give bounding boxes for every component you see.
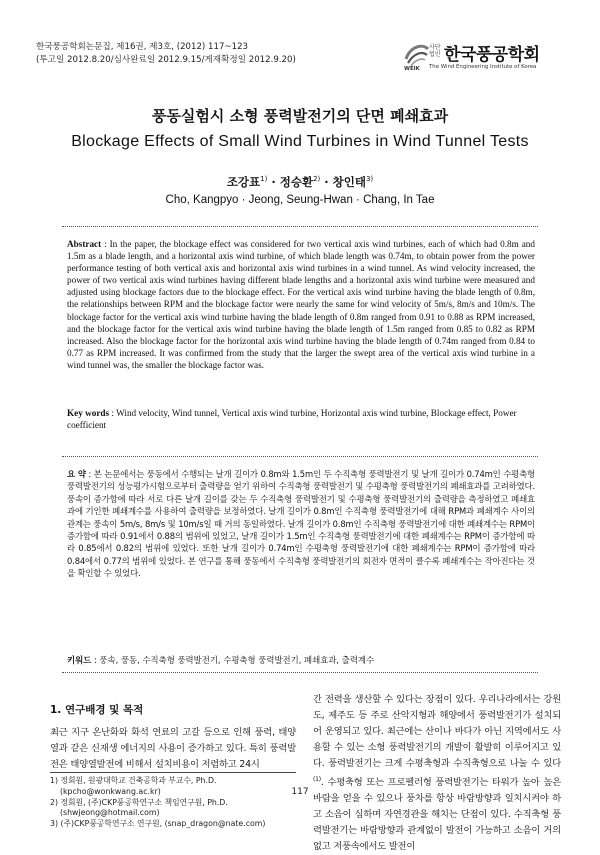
authors-korean (0, 174, 600, 190)
footnote-line: (shwjeong@hotmail.com) (60, 808, 160, 818)
author-affiliation-mark: 2) (313, 175, 321, 184)
body-column-right (313, 692, 561, 855)
society-abbr: WEIK (404, 66, 420, 72)
author-separator: · (267, 175, 280, 189)
footnote-line: 3) (주)CKP풍공학연구소 연구원, (snap_dragon@nate.com) (50, 819, 266, 829)
abstract-english (67, 238, 535, 371)
divider (62, 226, 538, 227)
author-affiliation-mark: 1) (260, 175, 268, 184)
society-logo (402, 40, 562, 74)
author-name: 창인태 (332, 175, 366, 189)
society-name: 한국풍공학회 (444, 45, 540, 65)
society-english-name: The Wind Engineering Institute of Korea (429, 64, 537, 70)
abstract-text: : In the paper, the blockage effect was considered for two vertical axis wind turbines, each of which had 0.8m and 1.5m as a blade length, and a horizontal axis wind turbine, of which blade length was 0.74m, to obtain power from the power performance testing of both vertical axis and horizontal axis wind turbines in a wind tunnel. As wind velocity increased, the power of two vertical axis wind turbines having different blade lengths and a horizontal axis wind turbine were measured and adjusted using blockage factors due to the blockage effect. For the vertical axis wind turbine having the blade length of 0.8m, the relationships between RPM and the blockage factor were nearly the same for wind velocity of 5m/s, 8m/s and 10m/s. The blockage factor for the vertical axis wind turbine having the blade length of 0.8m ranged from 0.91 to 0.88 as RPM increased, and the blockage factor for the vertical axis wind turbine having the blade length of 1.5m ranged from 0.85 to 0.82 as RPM increased. Also the blockage factor for the horizontal axis wind turbine having the blade length of 0.74m ranged from 0.84 to 0.77 as RPM increased. It was confirmed from the study that the larger the swept area of the vertical axis wind turbine in a wind tunnel was, the smaller the blockage factor was. (67, 239, 535, 370)
journal-header (36, 41, 296, 66)
page-number: 117 (291, 787, 309, 797)
keywords-english (67, 407, 535, 431)
paper-title-korean: 풍동실험시 소형 풍력발전기의 단면 폐쇄효과 (151, 107, 449, 125)
korean-keywords-label: 키워드 (67, 655, 92, 665)
keywords-text: : Wind velocity, Wind tunnel, Vertical axis wind turbine, Horizontal axis wind turbine, Blockage effect, Power coefficient (67, 408, 517, 431)
footnote-rule (50, 772, 296, 773)
footnote-line: 1) 정회원, 원광대학교 건축공학과 부교수, Ph.D. (50, 776, 217, 785)
paper-title-english: Blockage Effects of Small Wind Turbines in Wind Tunnel Tests (71, 133, 529, 150)
authors-english: Cho, Kangpyo · Jeong, Seung-Hwan · Chang, In Tae (165, 194, 435, 206)
society-type: 사단 법인 (429, 44, 441, 58)
footnote-line: 2) 정회원, (주)CKP풍공학연구소 책임연구원, Ph.D. (50, 797, 228, 807)
section-heading: 1. 연구배경 및 목적 (50, 704, 144, 716)
author-separator: · (320, 175, 333, 189)
keywords-korean (67, 654, 535, 666)
journal-citation: 한국풍공학회논문집, 제16권, 제3호, (2012) 117~123 (36, 42, 249, 52)
body-paragraph: 최근 지구 온난화와 화석 연료의 고갈 등으로 인해 풍력, 태양열과 같은 신재생 에너지의 사용이 증가하고 있다. 특히 풍력발전은 태양열발전에 비해서 설치비용이 저렴하고 24시 (50, 727, 296, 770)
keywords-label: Key words (67, 408, 110, 418)
korean-keywords-text: : 풍속, 풍동, 수직축형 풍력발전기, 수평축형 풍력발전기, 폐쇄효과, 출력계수 (93, 655, 375, 665)
author-name: 조강표 (226, 175, 261, 189)
divider (62, 672, 538, 673)
submission-dates: (투고일 2012.8.20/심사완료일 2012.9.15/게재확정일 2012.9.20) (36, 54, 296, 65)
citation-mark: (1) (313, 776, 321, 783)
footnote-line: (kpcho@wonkwang.ac.kr) (60, 786, 161, 796)
author-name: 정승환 (279, 175, 314, 189)
abstract-label: Abstract (67, 239, 102, 249)
abstract-korean (67, 468, 535, 580)
body-column-left (50, 725, 296, 773)
body-paragraph: 간 전력을 생산할 수 있다는 장점이 있다. 우리나라에서는 강원도, 제주도 등 주로 산악지형과 해양에서 풍력발전기가 설치되어 운영되고 있다. 최근에는 산이나 바다가 아닌 지역에서도 사용할 수 있는 소형 풍력발전기의 개발이 활발히 이루어지고 있다. 풍력발전기는 크게 수평축형과 수직축형으로 나눌 수 있다 (313, 694, 561, 769)
body-paragraph-cont: . 수평축형 또는 프로펠러형 풍력발전기는 타워가 높아 높은 바람을 얻을 수 있으나 풍차를 항상 바람방향과 일치시켜야 하고 소음이 심하며 자연경관을 해치는 단점이 있다. 수직축형 풍력발전기는 바람방향과 관계없이 발전이 가능하고 소음이 거의 없고 저풍속에서도 발전이 (313, 777, 561, 853)
korean-abstract-text: : 본 논문에서는 풍동에서 수행되는 날개 길이가 0.8m와 1.5m인 두 수직축형 풍력발전기 및 날개 길이가 0.74m인 수평축형 풍력발전기의 성능평가시험으로부터 출력량을 얻기 위하여 수직축형 풍력발전기 및 수평축형 풍력발전기의 폐쇄효과를 고려하였다. 풍속이 증가함에 따라 서로 다른 날개 길이를 갖는 두 수직축형 풍력발전기 및 수평축형 풍력발전기의 출력량을 측정하였고 폐쇄효과에 기인한 폐쇄계수를 사용하여 출력량을 보정하였다. 날개 길이가 0.8m인 수직축형 풍력발전기에 대해 RPM과 폐쇄계수 사이의 관계는 풍속이 5m/s, 8m/s 및 10m/s일 때 거의 동일하였다. 날개 길이가 0.8m인 수직축형 풍력발전기에 대한 폐쇄계수는 RPM이 증가함에 따라 0.91에서 0.88의 범위에 있었고, 날개 길이가 1.5m인 수직축형 풍력발전기에 대한 폐쇄계수는 RPM이 증가함에 따라 0.85에서 0.82의 범위에 있었다. 또한 날개 길이가 0.74m인 수평축형 풍력발전기에 대한 폐쇄계수는 RPM이 증가함에 따라 0.84에서 0.77의 범위에 있었다. 본 연구를 통해 풍동에서 수직축형 풍력발전기의 회전자 면적이 클수록 폐쇄계수는 작아진다는 것을 확인할 수 있었다. (67, 469, 535, 579)
author-affiliation-mark: 3) (365, 175, 374, 184)
korean-abstract-label: 요 약 (67, 469, 86, 479)
divider (62, 456, 538, 457)
